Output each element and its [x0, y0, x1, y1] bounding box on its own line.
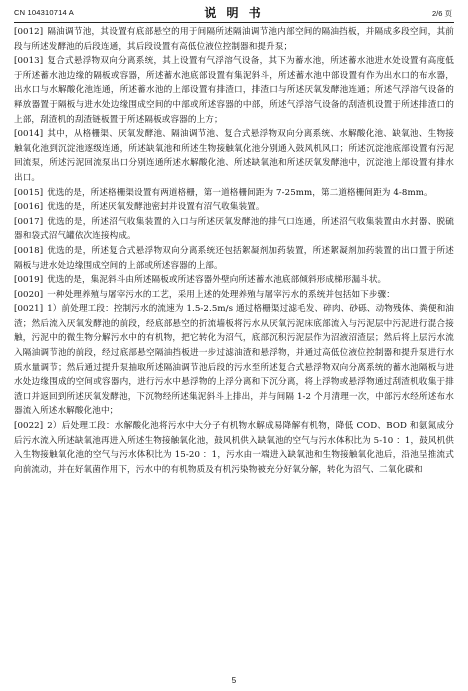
paragraph-text: 其中，从格栅渠、厌氧发酵池、隔油调节池、复合式悬浮物双向分离系统、水解酸化池、缺氧池、生物接触氧化池到沉淀池逐级连通，所述缺氧池和所述生物接触氧化池分别通入鼓风机风口；所述沉淀池底部设置有污泥回流泵，所述污泥回流泵出口分别连通所述水解酸化池、所述缺氧池和所述厌氧发酵池中，沉淀池上部设置有排水出口。 — [14, 129, 454, 183]
paragraph-text: 优选的是，所述沼气收集装置的入口与所述厌氧发酵池的排气口连通，所述沼气收集装置由水封器、脱硫器和袋式沼气罐依次连接构成。 — [14, 216, 454, 242]
paragraph-text: 隔油调节池，其设置有底部悬空的用于间隔所述隔油调节池内部空间的隔油挡板，并隔成多段空间，其前段与所述发酵池的后段连通，其后段设置有高低位液位控制器和提升泵； — [14, 27, 454, 52]
paragraph-0016 — [14, 200, 454, 215]
page-indicator: 2/6 页 — [431, 9, 452, 18]
paragraph-number: [0018] — [14, 245, 44, 256]
paragraph-text: 一种处理养殖与屠宰污水的工艺，采用上述的处理养殖与屠宰污水的系统并包括如下步骤： — [47, 289, 395, 300]
page-number: 5 — [231, 676, 237, 685]
paragraph-0014 — [14, 127, 454, 185]
paragraph-number: [0019] — [14, 275, 44, 286]
paragraph-number: [0014] — [14, 129, 44, 140]
paragraph-0020 — [14, 288, 454, 303]
paragraph-number: [0015] — [14, 187, 44, 198]
paragraph-number: [0022] — [14, 421, 44, 432]
paragraph-text: 优选的是，所述厌氧发酵池密封并设置有沼气收集装置。 — [47, 202, 265, 213]
paragraph-0019 — [14, 273, 454, 288]
paragraph-number: [0012] — [14, 27, 44, 37]
paragraph-number: [0016] — [14, 202, 44, 213]
paragraph-0022 — [14, 419, 454, 477]
paragraph-number: [0013] — [14, 56, 44, 67]
page-header — [0, 0, 468, 22]
patent-number: CN 104310714 A — [14, 8, 74, 17]
paragraph-number: [0017] — [14, 216, 44, 227]
paragraph-0013 — [14, 54, 454, 127]
header-divider — [14, 22, 454, 23]
paragraph-text: 优选的是，所述格栅渠设置有两道格栅，第一道格栅间距为 7-25mm，第二道格栅间距为 4-8mm。 — [47, 187, 433, 198]
paragraph-text: 优选的是，集泥斜斗由所述隔板或所述容器外壁向所述蓄水池底部倾斜形成梯形漏斗状。 — [47, 275, 387, 286]
paragraph-text: 复合式悬浮物双向分离系统，其上设置有气浮溶气设备，其下为蓄水池，所述蓄水池进水处设置有高度低于所述蓄水池边缘的隔板或容器，所述蓄水池底部设置有集泥斜斗，所述蓄水池中部设置有作为出水口的布水器，出水口与水解酸化池连通，所述蓄水池的上部设置有排渣口，排渣口与所述厌氧发酵池连通；所述气浮溶气设备的释放器置于隔板与进水处边缘围成空间的中部或所述容器的中部，所述气浮溶气设备的刮渣机设置于所述排渣口的上部，刮渣机的刮渣链板置于所述隔板或容器的上方； — [14, 56, 454, 125]
paragraph-text: 2）后处理工段：水解酸化池将污水中大分子有机物水解成易降解有机物，降低 COD、BOD 和氨氮成分后污水流入所述缺氧池再进入所述生物接触氧化池，鼓风机供入缺氧池的空气与污水体积比为 5-10 ：1，鼓风机供入生物接触氧化池的空气与污水体积比为 15-20 ：1，污水由一端进入缺氧池和生物接触氧化池后，沿池呈推流式向前流动，并在好氧菌作用下，污水中的有机物质及有机污染物被充分好氧分解，转化为沼气、二氧化碳和 — [14, 421, 454, 475]
paragraph-0012 — [14, 25, 454, 54]
paragraph-number: [0020] — [14, 289, 44, 300]
document-body — [14, 25, 454, 477]
paragraph-0017 — [14, 215, 454, 244]
paragraph-text: 1）前处理工段：控制污水的流速为 1.5-2.5m/s 通过格栅渠过滤毛发、碎肉、砂砾、动物残体、粪便和油渣；然后流入厌氧发酵池的前段，经底部悬空的折流墙板将污水从厌氧污泥床底部流入与污泥层中污泥进行混合接触，污泥中的微生物分解污水中的有机物，把它转化为沼气，底部沉积污泥层作为沼液沼渣层；然后将上层污水流入隔油调节池的前段，经过底部悬空隔油挡板进一步过滤油渣和悬浮物，并通过高低位液位控制器和提升泵进行水质水量调节；然后通过提升泵抽取所述隔油调节池后段的污水至所述复合式悬浮物双向分离系统的蓄水池隔板与进水处边缘围成的空间或容器内，进行污水中悬浮物的上浮分离和下沉分离，将上浮物或悬浮物通过刮渣机收集于排渣口并返回到所述厌氧发酵池，下沉物经所述集泥斜斗上排出，并与间隔 1-2 个月清理一次，中部污水经所述布水器流入所述水解酸化池中； — [14, 304, 454, 417]
paragraph-text: 优选的是，所述复合式悬浮物双向分离系统还包括絮凝剂加药装置，所述絮凝剂加药装置的出口置于所述隔板与进水处边缘围成空间的上部或所述容器的上部。 — [14, 245, 454, 271]
paragraph-0018 — [14, 244, 454, 273]
paragraph-number: [0021] — [14, 304, 44, 315]
paragraph-0021 — [14, 302, 454, 419]
paragraph-0015 — [14, 186, 454, 201]
document-title: 说 明 书 — [204, 6, 264, 20]
